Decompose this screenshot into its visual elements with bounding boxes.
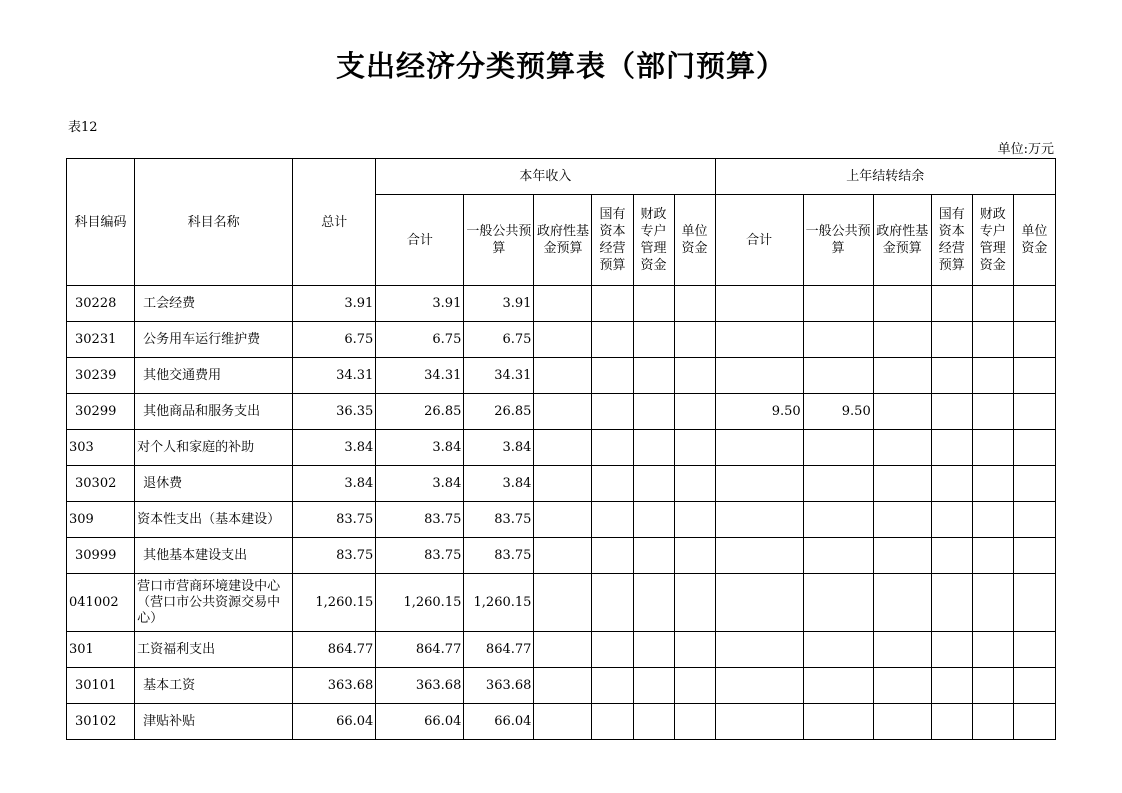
header-carryover-general-budget: 一般公共预算 [803,195,873,286]
cell-name: 公务用车运行维护费 [135,322,293,358]
cell-name: 对个人和家庭的补助 [135,430,293,466]
cell-cur-general: 83.75 [464,502,534,538]
cell-code: 309 [67,502,135,538]
table-row [67,668,1056,704]
cell-cur-state [592,574,633,632]
table-row [67,502,1056,538]
cell-cur-state [592,632,633,668]
table-row [67,430,1056,466]
cell-total: 1,260.15 [293,574,376,632]
cell-prev-state [931,704,972,740]
cell-cur-unit [674,358,715,394]
cell-cur-unit [674,322,715,358]
cell-cur-gov [534,466,592,502]
cell-cur-gov [534,322,592,358]
cell-cur-gov [534,704,592,740]
cell-prev-sum [715,632,803,668]
cell-prev-fiscal [972,574,1013,632]
cell-cur-general: 3.84 [464,430,534,466]
cell-name: 工会经费 [135,286,293,322]
cell-code: 30299 [67,394,135,430]
cell-prev-unit [1013,502,1055,538]
cell-prev-unit [1013,394,1055,430]
cell-prev-unit [1013,574,1055,632]
cell-cur-general: 363.68 [464,668,534,704]
cell-cur-unit [674,538,715,574]
cell-code: 30101 [67,668,135,704]
cell-cur-unit [674,466,715,502]
table-row [67,286,1056,322]
cell-prev-gov [873,286,931,322]
header-current-unit-funds: 单位资金 [674,195,715,286]
cell-prev-sum [715,668,803,704]
cell-cur-fiscal [633,502,674,538]
cell-cur-sum: 26.85 [376,394,464,430]
cell-prev-general [803,538,873,574]
cell-prev-fiscal [972,538,1013,574]
cell-cur-unit [674,502,715,538]
cell-cur-state [592,430,633,466]
cell-prev-fiscal [972,668,1013,704]
cell-cur-unit [674,632,715,668]
cell-cur-fiscal [633,466,674,502]
table-row [67,632,1056,668]
cell-cur-gov [534,358,592,394]
header-code: 科目编码 [67,159,135,286]
cell-prev-general: 9.50 [803,394,873,430]
cell-total: 363.68 [293,668,376,704]
cell-prev-unit [1013,632,1055,668]
cell-cur-state [592,704,633,740]
header-current-gov-fund: 政府性基金预算 [534,195,592,286]
cell-cur-general: 34.31 [464,358,534,394]
cell-cur-sum: 83.75 [376,502,464,538]
header-row-top [67,159,1056,195]
cell-cur-fiscal [633,668,674,704]
cell-total: 864.77 [293,632,376,668]
cell-prev-sum: 9.50 [715,394,803,430]
cell-cur-sum: 34.31 [376,358,464,394]
header-carryover-sum: 合计 [715,195,803,286]
cell-prev-fiscal [972,502,1013,538]
cell-prev-gov [873,322,931,358]
cell-prev-gov [873,466,931,502]
cell-code: 30102 [67,704,135,740]
cell-cur-fiscal [633,632,674,668]
cell-cur-general: 3.91 [464,286,534,322]
cell-prev-state [931,668,972,704]
cell-cur-fiscal [633,704,674,740]
cell-cur-fiscal [633,286,674,322]
cell-prev-sum [715,358,803,394]
cell-prev-general [803,574,873,632]
cell-prev-general [803,286,873,322]
cell-prev-gov [873,430,931,466]
table-row [67,322,1056,358]
cell-cur-gov [534,632,592,668]
cell-prev-sum [715,574,803,632]
cell-total: 3.84 [293,430,376,466]
unit-label: 单位:万元 [997,142,1054,157]
cell-prev-fiscal [972,704,1013,740]
cell-prev-general [803,668,873,704]
cell-cur-fiscal [633,358,674,394]
header-carryover-gov-fund: 政府性基金预算 [873,195,931,286]
cell-cur-unit [674,286,715,322]
cell-prev-fiscal [972,430,1013,466]
cell-cur-state [592,358,633,394]
cell-cur-sum: 1,260.15 [376,574,464,632]
table-body [67,286,1056,740]
cell-cur-sum: 3.91 [376,286,464,322]
table-row [67,466,1056,502]
header-current-general-budget: 一般公共预算 [464,195,534,286]
cell-total: 3.84 [293,466,376,502]
cell-prev-general [803,322,873,358]
cell-cur-general: 83.75 [464,538,534,574]
cell-prev-gov [873,574,931,632]
cell-cur-general: 66.04 [464,704,534,740]
page-title: 支出经济分类预算表（部门预算） [335,49,786,83]
cell-cur-unit [674,430,715,466]
cell-code: 303 [67,430,135,466]
cell-name: 津贴补贴 [135,704,293,740]
table-row [67,704,1056,740]
cell-prev-sum [715,430,803,466]
header-current-sum: 合计 [376,195,464,286]
cell-cur-general: 3.84 [464,466,534,502]
cell-cur-fiscal [633,430,674,466]
cell-code: 041002 [67,574,135,632]
cell-prev-state [931,358,972,394]
cell-name: 其他基本建设支出 [135,538,293,574]
cell-cur-gov [534,430,592,466]
cell-cur-gov [534,502,592,538]
cell-prev-fiscal [972,322,1013,358]
cell-cur-general: 26.85 [464,394,534,430]
table-row [67,394,1056,430]
cell-cur-fiscal [633,394,674,430]
table-number: 表12 [68,120,98,135]
cell-prev-fiscal [972,358,1013,394]
cell-cur-fiscal [633,538,674,574]
header-total: 总计 [293,159,376,286]
cell-prev-sum [715,466,803,502]
cell-name: 其他商品和服务支出 [135,394,293,430]
cell-code: 30239 [67,358,135,394]
cell-prev-gov [873,704,931,740]
cell-prev-general [803,502,873,538]
cell-cur-state [592,286,633,322]
cell-prev-general [803,466,873,502]
cell-total: 83.75 [293,502,376,538]
cell-prev-gov [873,358,931,394]
cell-prev-unit [1013,538,1055,574]
cell-prev-unit [1013,286,1055,322]
cell-prev-fiscal [972,466,1013,502]
cell-prev-unit [1013,704,1055,740]
cell-prev-unit [1013,322,1055,358]
cell-cur-gov [534,668,592,704]
cell-prev-state [931,502,972,538]
cell-prev-gov [873,668,931,704]
cell-prev-state [931,322,972,358]
cell-cur-unit [674,394,715,430]
cell-cur-sum: 864.77 [376,632,464,668]
header-current-fiscal-special: 财政专户管理资金 [633,195,674,286]
cell-name: 退休费 [135,466,293,502]
cell-cur-sum: 6.75 [376,322,464,358]
cell-cur-sum: 66.04 [376,704,464,740]
cell-cur-fiscal [633,574,674,632]
header-current-income: 本年收入 [376,159,715,195]
cell-name: 基本工资 [135,668,293,704]
cell-prev-fiscal [972,286,1013,322]
cell-prev-state [931,286,972,322]
cell-prev-gov [873,632,931,668]
cell-cur-unit [674,574,715,632]
cell-prev-sum [715,286,803,322]
cell-prev-unit [1013,668,1055,704]
cell-total: 6.75 [293,322,376,358]
header-name: 科目名称 [135,159,293,286]
cell-prev-gov [873,538,931,574]
cell-cur-state [592,502,633,538]
cell-cur-sum: 3.84 [376,430,464,466]
cell-cur-fiscal [633,322,674,358]
cell-prev-sum [715,538,803,574]
cell-code: 30302 [67,466,135,502]
cell-cur-general: 6.75 [464,322,534,358]
cell-code: 30231 [67,322,135,358]
cell-cur-state [592,322,633,358]
cell-prev-sum [715,322,803,358]
cell-prev-general [803,632,873,668]
table-row [67,574,1056,632]
cell-prev-gov [873,394,931,430]
cell-prev-general [803,430,873,466]
cell-name: 工资福利支出 [135,632,293,668]
cell-cur-sum: 3.84 [376,466,464,502]
cell-prev-fiscal [972,632,1013,668]
cell-cur-gov [534,394,592,430]
header-current-state-capital: 国有资本经营预算 [592,195,633,286]
header-carryover-unit-funds: 单位资金 [1013,195,1055,286]
table-row [67,358,1056,394]
cell-prev-unit [1013,466,1055,502]
cell-prev-state [931,394,972,430]
header-carryover-state-capital: 国有资本经营预算 [931,195,972,286]
cell-cur-state [592,394,633,430]
cell-cur-general: 864.77 [464,632,534,668]
cell-prev-state [931,466,972,502]
table-row [67,538,1056,574]
cell-total: 83.75 [293,538,376,574]
cell-cur-state [592,538,633,574]
cell-name: 营口市营商环境建设中心（营口市公共资源交易中心） [135,574,293,632]
cell-cur-state [592,466,633,502]
cell-code: 30999 [67,538,135,574]
cell-name: 资本性支出（基本建设） [135,502,293,538]
cell-prev-sum [715,502,803,538]
cell-prev-unit [1013,430,1055,466]
cell-code: 30228 [67,286,135,322]
cell-total: 34.31 [293,358,376,394]
cell-cur-general: 1,260.15 [464,574,534,632]
budget-table [66,158,1056,740]
cell-prev-sum [715,704,803,740]
cell-cur-unit [674,668,715,704]
header-carryover: 上年结转结余 [715,159,1055,195]
cell-cur-gov [534,574,592,632]
cell-prev-state [931,574,972,632]
cell-prev-state [931,430,972,466]
cell-prev-unit [1013,358,1055,394]
cell-cur-sum: 83.75 [376,538,464,574]
cell-prev-gov [873,502,931,538]
cell-prev-fiscal [972,394,1013,430]
cell-total: 36.35 [293,394,376,430]
cell-code: 301 [67,632,135,668]
cell-cur-unit [674,704,715,740]
cell-prev-general [803,358,873,394]
cell-prev-general [803,704,873,740]
cell-prev-state [931,632,972,668]
cell-cur-state [592,668,633,704]
header-carryover-fiscal-special: 财政专户管理资金 [972,195,1013,286]
cell-name: 其他交通费用 [135,358,293,394]
cell-cur-sum: 363.68 [376,668,464,704]
cell-total: 3.91 [293,286,376,322]
cell-cur-gov [534,286,592,322]
cell-prev-state [931,538,972,574]
cell-total: 66.04 [293,704,376,740]
cell-cur-gov [534,538,592,574]
